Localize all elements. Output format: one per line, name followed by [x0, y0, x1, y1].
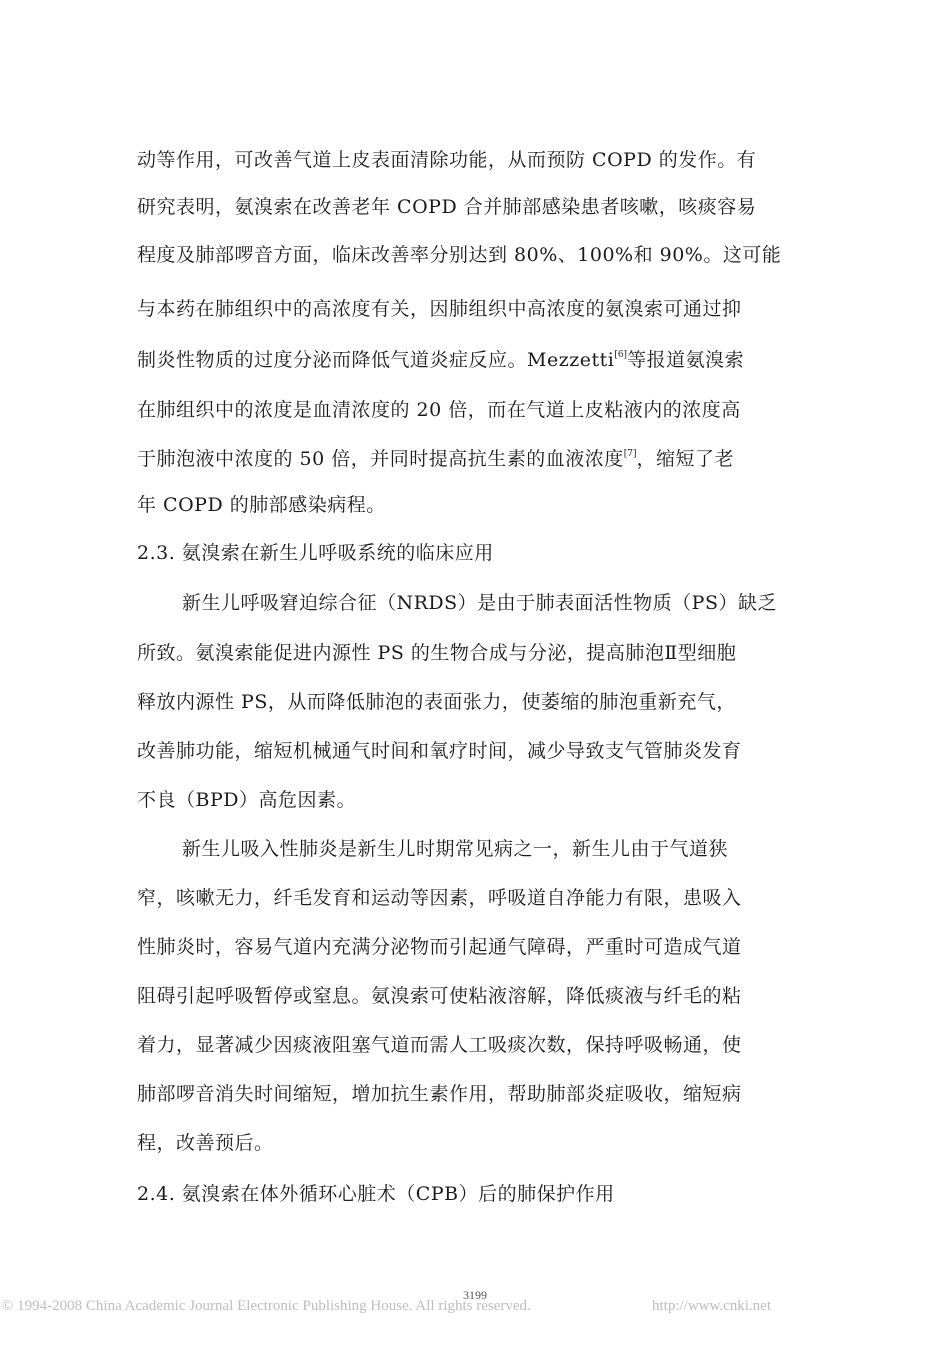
body-text-line: 窄，咳嗽无力，纤毛发育和运动等因素，呼吸道自净能力有限，患吸入 — [137, 887, 742, 909]
body-text-line: 性肺炎时，容易气道内充满分泌物而引起通气障碍，严重时可造成气道 — [137, 936, 742, 958]
footer-watermark — [0, 1296, 950, 1320]
citation-ref-6: [6] — [614, 350, 628, 360]
footer-url-link[interactable]: http://www.cnki.net — [652, 1298, 772, 1314]
body-text-line: 程，改善预后。 — [137, 1132, 274, 1154]
body-text-line: 着力，显著减少因痰液阻塞气道而需人工吸痰次数，保持呼吸畅通，使 — [137, 1034, 742, 1056]
body-text-line: 改善肺功能，缩短机械通气时间和氧疗时间，减少导致支气管肺炎发育 — [137, 740, 742, 762]
section-heading: 2.3. 氨溴索在新生儿呼吸系统的临床应用 — [137, 542, 494, 564]
body-text-line: 程度及肺部啰音方面，临床改善率分别达到 80%、100%和 90%。这可能 — [137, 244, 782, 266]
body-text-line: 新生儿呼吸窘迫综合征（NRDS）是由于肺表面活性物质（PS）缺乏 — [182, 592, 777, 614]
body-text-line: 新生儿吸入性肺炎是新生儿时期常见病之一，新生儿由于气道狭 — [182, 838, 729, 860]
section-heading: 2.4. 氨溴索在体外循环心脏术（CPB）后的肺保护作用 — [137, 1183, 615, 1205]
body-text-line: 肺部啰音消失时间缩短，增加抗生素作用，帮助肺部炎症吸收，缩短病 — [137, 1083, 742, 1105]
body-text-segment: 于肺泡液中浓度的 50 倍，并同时提高抗生素的血液浓度 — [137, 448, 624, 470]
body-text-line: 研究表明，氨溴索在改善老年 COPD 合并肺部感染患者咳嗽，咳痰容易 — [137, 196, 757, 218]
body-text-line: 动等作用，可改善气道上皮表面清除功能，从而预防 COPD 的发作。有 — [137, 149, 757, 171]
body-text-segment: 制炎性物质的过度分泌而降低气道炎症反应。Mezzetti — [137, 349, 615, 371]
body-text-line: 与本药在肺组织中的高浓度有关，因肺组织中高浓度的氨溴索可通过抑 — [137, 298, 742, 320]
page-number: 3199 — [463, 1288, 487, 1302]
body-text-line — [137, 447, 734, 471]
body-text-line: 阻碍引起呼吸暂停或窒息。氨溴索可使粘液溶解，降低痰液与纤毛的粘 — [137, 985, 742, 1007]
body-text-line — [137, 348, 744, 372]
copyright-text: © 1994-2008 China Academic Journal Electronic Publishing House. All rights reserved. — [2, 1298, 531, 1314]
body-text-segment: ，缩短了老 — [636, 448, 735, 470]
body-text-line: 释放内源性 PS，从而降低肺泡的表面张力，使萎缩的肺泡重新充气， — [137, 691, 736, 713]
body-text-line: 不良（BPD）高危因素。 — [137, 789, 356, 811]
body-text-line: 所致。氨溴索能促进内源性 PS 的生物合成与分泌，提高肺泡Ⅱ型细胞 — [137, 642, 737, 664]
body-text-segment: 等报道氨溴索 — [627, 349, 745, 371]
body-text-line: 年 COPD 的肺部感染病程。 — [137, 494, 386, 516]
citation-ref-7: [7] — [623, 449, 637, 459]
body-text-line: 在肺组织中的浓度是血清浓度的 20 倍，而在气道上皮粘液内的浓度高 — [137, 399, 741, 421]
